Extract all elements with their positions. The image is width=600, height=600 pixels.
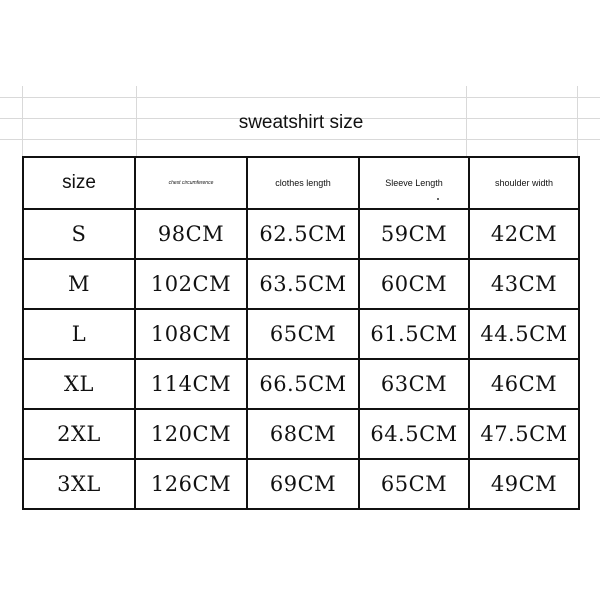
shoulder-cell: 46CM — [469, 359, 579, 409]
chest-cell: 102CM — [135, 259, 247, 309]
grid-line — [466, 86, 467, 156]
grid-line — [0, 97, 600, 98]
size-cell: S — [23, 209, 135, 259]
shoulder-cell: 47.5CM — [469, 409, 579, 459]
grid-line — [22, 86, 23, 156]
table-row — [23, 259, 579, 309]
stray-dot — [437, 198, 439, 200]
length-cell: 69CM — [247, 459, 359, 509]
sleeve-cell: 59CM — [359, 209, 469, 259]
length-cell: 66.5CM — [247, 359, 359, 409]
table-header-row — [23, 157, 579, 209]
length-cell: 65CM — [247, 309, 359, 359]
chest-cell: 114CM — [135, 359, 247, 409]
size-cell: 3XL — [23, 459, 135, 509]
chest-cell: 120CM — [135, 409, 247, 459]
sleeve-cell: 64.5CM — [359, 409, 469, 459]
chest-cell: 108CM — [135, 309, 247, 359]
length-cell: 63.5CM — [247, 259, 359, 309]
size-cell: 2XL — [23, 409, 135, 459]
column-header-sleeve: Sleeve Length — [359, 157, 469, 209]
column-header-shoulder: shoulder width — [469, 157, 579, 209]
table-row — [23, 309, 579, 359]
length-cell: 68CM — [247, 409, 359, 459]
shoulder-cell: 44.5CM — [469, 309, 579, 359]
size-cell: XL — [23, 359, 135, 409]
table-row — [23, 359, 579, 409]
size-cell: L — [23, 309, 135, 359]
table-row — [23, 409, 579, 459]
sleeve-cell: 63CM — [359, 359, 469, 409]
table-row — [23, 459, 579, 509]
column-header-chest: chest circumference — [135, 157, 247, 209]
grid-line — [0, 139, 600, 140]
sleeve-cell: 65CM — [359, 459, 469, 509]
grid-line — [577, 86, 578, 156]
table-row — [23, 209, 579, 259]
column-header-length: clothes length — [247, 157, 359, 209]
column-header-size: size — [23, 157, 135, 209]
shoulder-cell: 42CM — [469, 209, 579, 259]
page-title: sweatshirt size — [238, 112, 364, 133]
chest-cell: 126CM — [135, 459, 247, 509]
size-chart-table — [22, 156, 580, 510]
sleeve-cell: 61.5CM — [359, 309, 469, 359]
shoulder-cell: 49CM — [469, 459, 579, 509]
chest-cell: 98CM — [135, 209, 247, 259]
sleeve-cell: 60CM — [359, 259, 469, 309]
length-cell: 62.5CM — [247, 209, 359, 259]
shoulder-cell: 43CM — [469, 259, 579, 309]
size-cell: M — [23, 259, 135, 309]
